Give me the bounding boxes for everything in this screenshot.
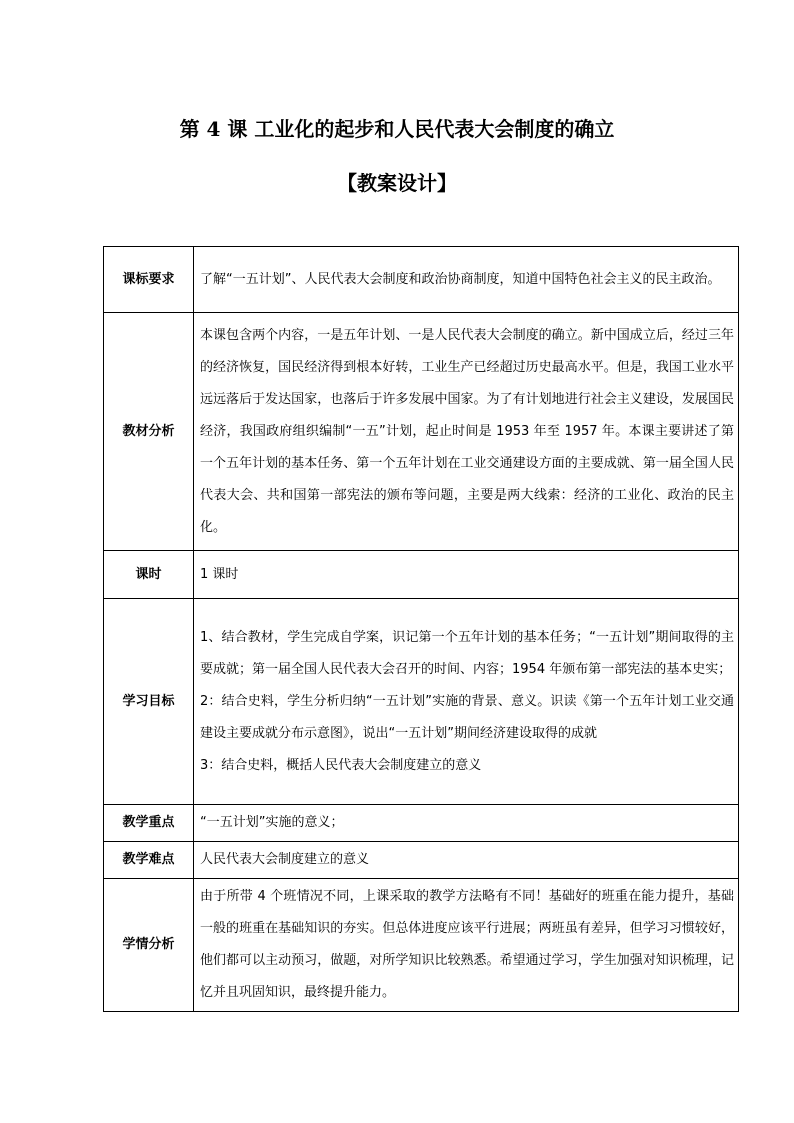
row-content-textbook-analysis (194, 313, 739, 551)
row-content-class-hours (194, 551, 739, 599)
content-paragraph: 由于所带 4 个班情况不同，上课采取的教学方法略有不同！基础好的班重在能力提升，基础一般的班重在基础知识的夯实。但总体进度应该平行进展；两班虽有差异，但学习习惯较好，他们都可以主动预习，做题，对所学知识比较熟悉。希望通过学习，学生加强对知识梳理，记忆并且巩固知识，最终提升能力。 (200, 889, 734, 1000)
lesson-subtitle: 【教案设计】 (337, 171, 457, 195)
table-row (104, 599, 739, 805)
table-row (104, 313, 739, 551)
objective-item: 3：结合史料，概括人民代表大会制度建立的意义 (200, 757, 482, 773)
row-label-learning-objectives: 学习目标 (104, 599, 194, 805)
table-row (104, 842, 739, 879)
row-label-student-analysis: 学情分析 (104, 879, 194, 1012)
row-content-teaching-focus (194, 805, 739, 842)
table-row (104, 805, 739, 842)
lesson-plan-table (103, 246, 739, 1012)
table-row (104, 879, 739, 1012)
lesson-title: 第 4 课 工业化的起步和人民代表大会制度的确立 (179, 117, 615, 141)
objective-item: 1、结合教材，学生完成自学案，识记第一个五年计划的基本任务；“一五计划”期间取得的主要成就；第一届全国人民代表大会召开的时间、内容；1954 年颁布第一部宪法的基本史实； (200, 629, 734, 677)
row-content-student-analysis (194, 879, 739, 1012)
row-content-curriculum-standard (194, 247, 739, 313)
content-paragraph: “一五计划”实施的意义； (200, 815, 344, 830)
row-label-teaching-difficulty: 教学难点 (104, 842, 194, 879)
objective-item: 2：结合史料，学生分析归纳“一五计划”实施的背景、意义。识读《第一个五年计划工业交通建设主要成就分布示意图》，说出“一五计划”期间经济建设取得的成就 (200, 693, 734, 741)
content-paragraph: 了解“一五计划”、人民代表大会制度和政治协商制度，知道中国特色社会主义的民主政治。 (200, 271, 721, 287)
table-row (104, 247, 739, 313)
row-content-learning-objectives (194, 599, 739, 805)
row-label-teaching-focus: 教学重点 (104, 805, 194, 842)
content-paragraph: 本课包含两个内容，一是五年计划、一是人民代表大会制度的确立。新中国成立后，经过三年的经济恢复，国民经济得到根本好转，工业生产已经超过历史最高水平。但是，我国工业水平远远落后于发达国家，也落后于许多发展中国家。为了有计划地进行社会主义建设，发展国民经济，我国政府组织编制“一五”计划，起止时间是 1953 年至 1957 年。本课主要讲述了第一个五年计划的基本任务、第一个五年计划在工业交通建设方面的主要成就、第一届全国人民代表大会、共和国第一部宪法的颁布等问题，主要是两大线索：经济的工业化、政治的民主化。 (200, 327, 734, 535)
row-label-curriculum-standard: 课标要求 (104, 247, 194, 313)
content-paragraph: 人民代表大会制度建立的意义 (200, 852, 370, 867)
row-label-class-hours: 课时 (104, 551, 194, 599)
row-label-textbook-analysis: 教材分析 (104, 313, 194, 551)
row-content-teaching-difficulty (194, 842, 739, 879)
content-paragraph: 1 课时 (200, 566, 239, 582)
table-row (104, 551, 739, 599)
